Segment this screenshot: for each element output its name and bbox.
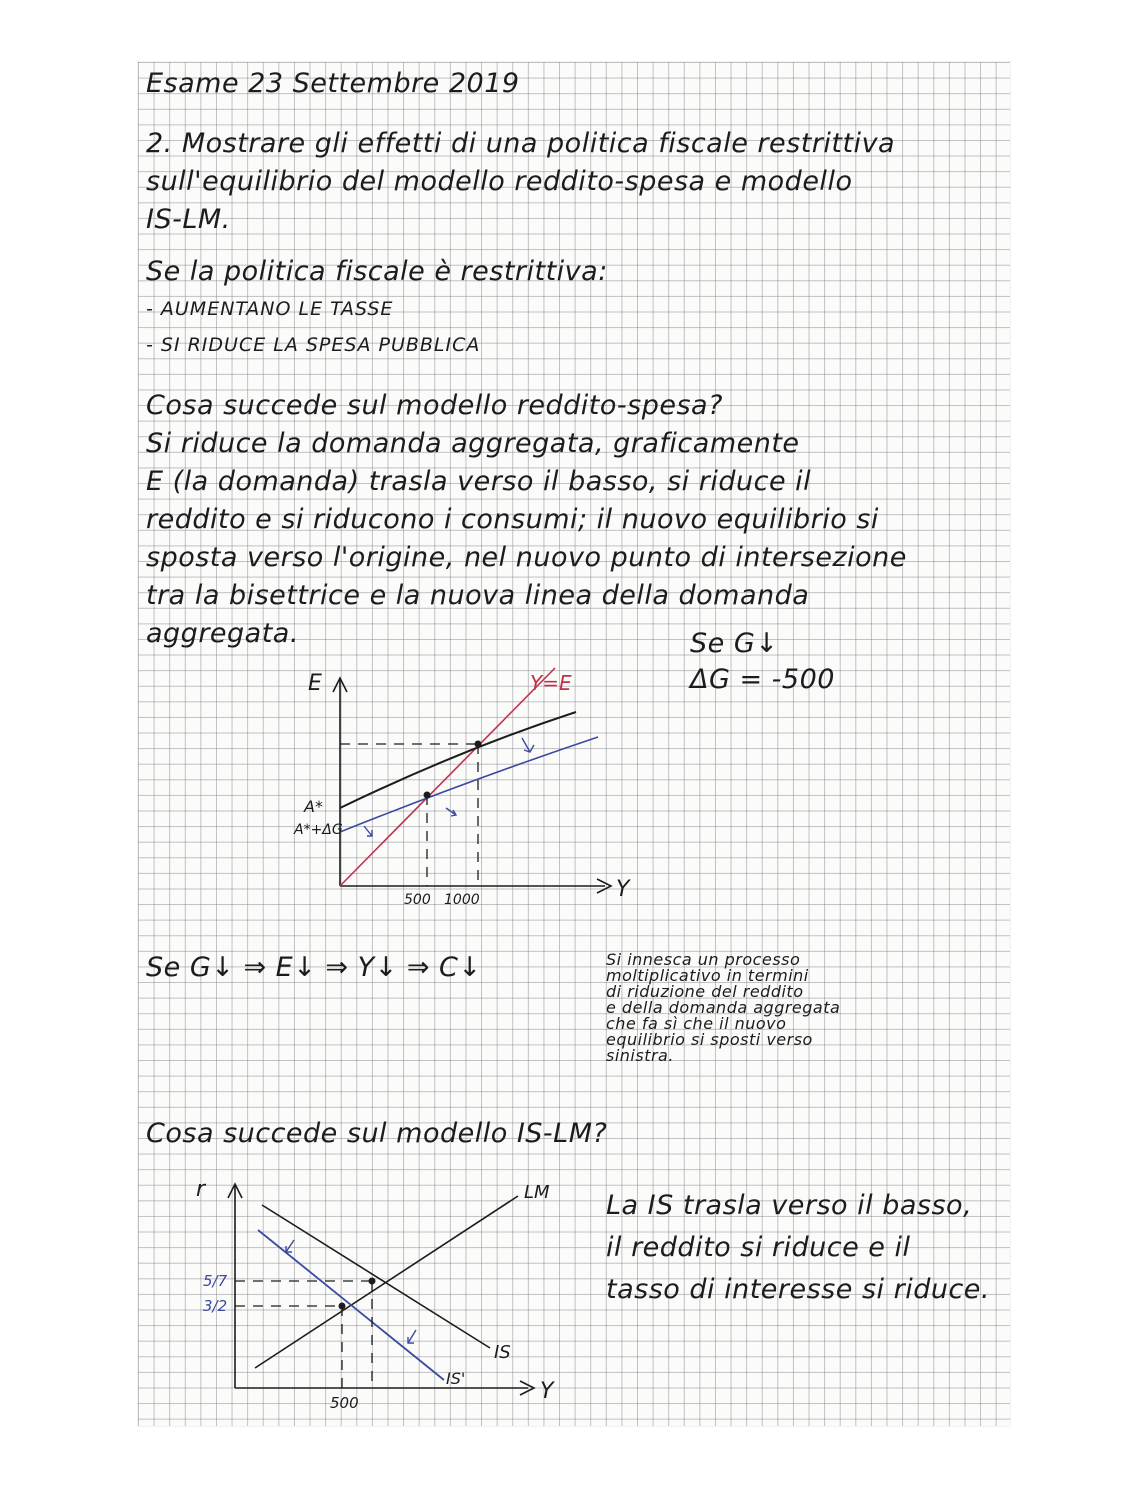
is-label: IS [494,1342,511,1363]
bullet-spending: - SI RIDUCE LA SPESA PUBBLICA [146,334,481,356]
intro-text: Se la politica fiscale è restrittiva: [146,256,608,287]
paragraph-line: aggregata. [146,618,299,649]
paragraph-line: Si riduce la domanda aggregata, graficamente [146,428,800,459]
chain-note-line: di riduzione del reddito [606,982,804,1001]
guide-lines [235,1281,372,1388]
tick-a-star: A* [304,797,323,816]
is-curve [262,1205,490,1348]
y-tick-5-7: 5/7 [203,1272,228,1290]
paragraph-line: sposta verso l'origine, nel nuovo punto di intersezione [146,542,907,573]
chain-note-line: Si innesca un processo [606,950,801,969]
conclusion-line: La IS trasla verso il basso, [606,1190,973,1221]
equilibrium-point-new [339,1303,346,1310]
lm-label: LM [524,1182,550,1203]
chain-note-line: sinistra. [606,1046,674,1065]
causal-chain: Se G↓ ⇒ E↓ ⇒ Y↓ ⇒ C↓ [146,952,482,983]
x-tick-500: 500 [330,1394,359,1412]
x-tick-500: 500 [404,892,431,908]
lm-curve [255,1196,518,1368]
bisector-label: Y=E [530,671,572,695]
chain-note-line: che fa sì che il nuovo [606,1014,787,1033]
r-axis-label: r [196,1177,206,1202]
paragraph-line: tra la bisettrice e la nuova linea della domanda [146,580,810,611]
bullet-taxes: - AUMENTANO LE TASSE [146,298,394,320]
tick-a-star-delta-g: A*+ΔG [294,822,343,838]
equilibrium-point-original [369,1278,376,1285]
question-line-2: sull'equilibrio del modello reddito-spesa e modello [146,166,853,197]
side-note-delta-g: ΔG = -500 [690,664,835,695]
page-title: Esame 23 Settembre 2019 [146,68,520,99]
shift-arrows [286,1240,416,1343]
conclusion-line: tasso di interesse si riduce. [606,1274,990,1305]
e-axis-label: E [308,671,322,696]
y-tick-3-2: 3/2 [203,1297,228,1315]
chain-note-line: equilibrio si sposti verso [606,1030,813,1049]
question-reddito-spesa: Cosa succede sul modello reddito-spesa? [146,390,723,421]
question-line-3: IS-LM. [146,204,231,235]
paragraph-line: reddito e si riducono i consumi; il nuovo equilibrio si [146,504,879,535]
is-prime-label: IS' [446,1369,466,1388]
side-note-g: Se G↓ [690,628,779,659]
paragraph-line: E (la domanda) trasla verso il basso, si riduce il [146,466,812,497]
question-is-lm: Cosa succede sul modello IS-LM? [146,1118,608,1149]
chain-note-line: moltiplicativo in termini [606,966,809,985]
chain-note-line: e della domanda aggregata [606,998,841,1017]
conclusion-line: il reddito si riduce e il [606,1232,911,1263]
y-axis-label: Y [540,1379,554,1404]
question-line-1: 2. Mostrare gli effetti di una politica fiscale restrittiva [146,128,896,159]
y-axis-label: Y [616,877,630,902]
x-tick-1000: 1000 [444,892,480,908]
